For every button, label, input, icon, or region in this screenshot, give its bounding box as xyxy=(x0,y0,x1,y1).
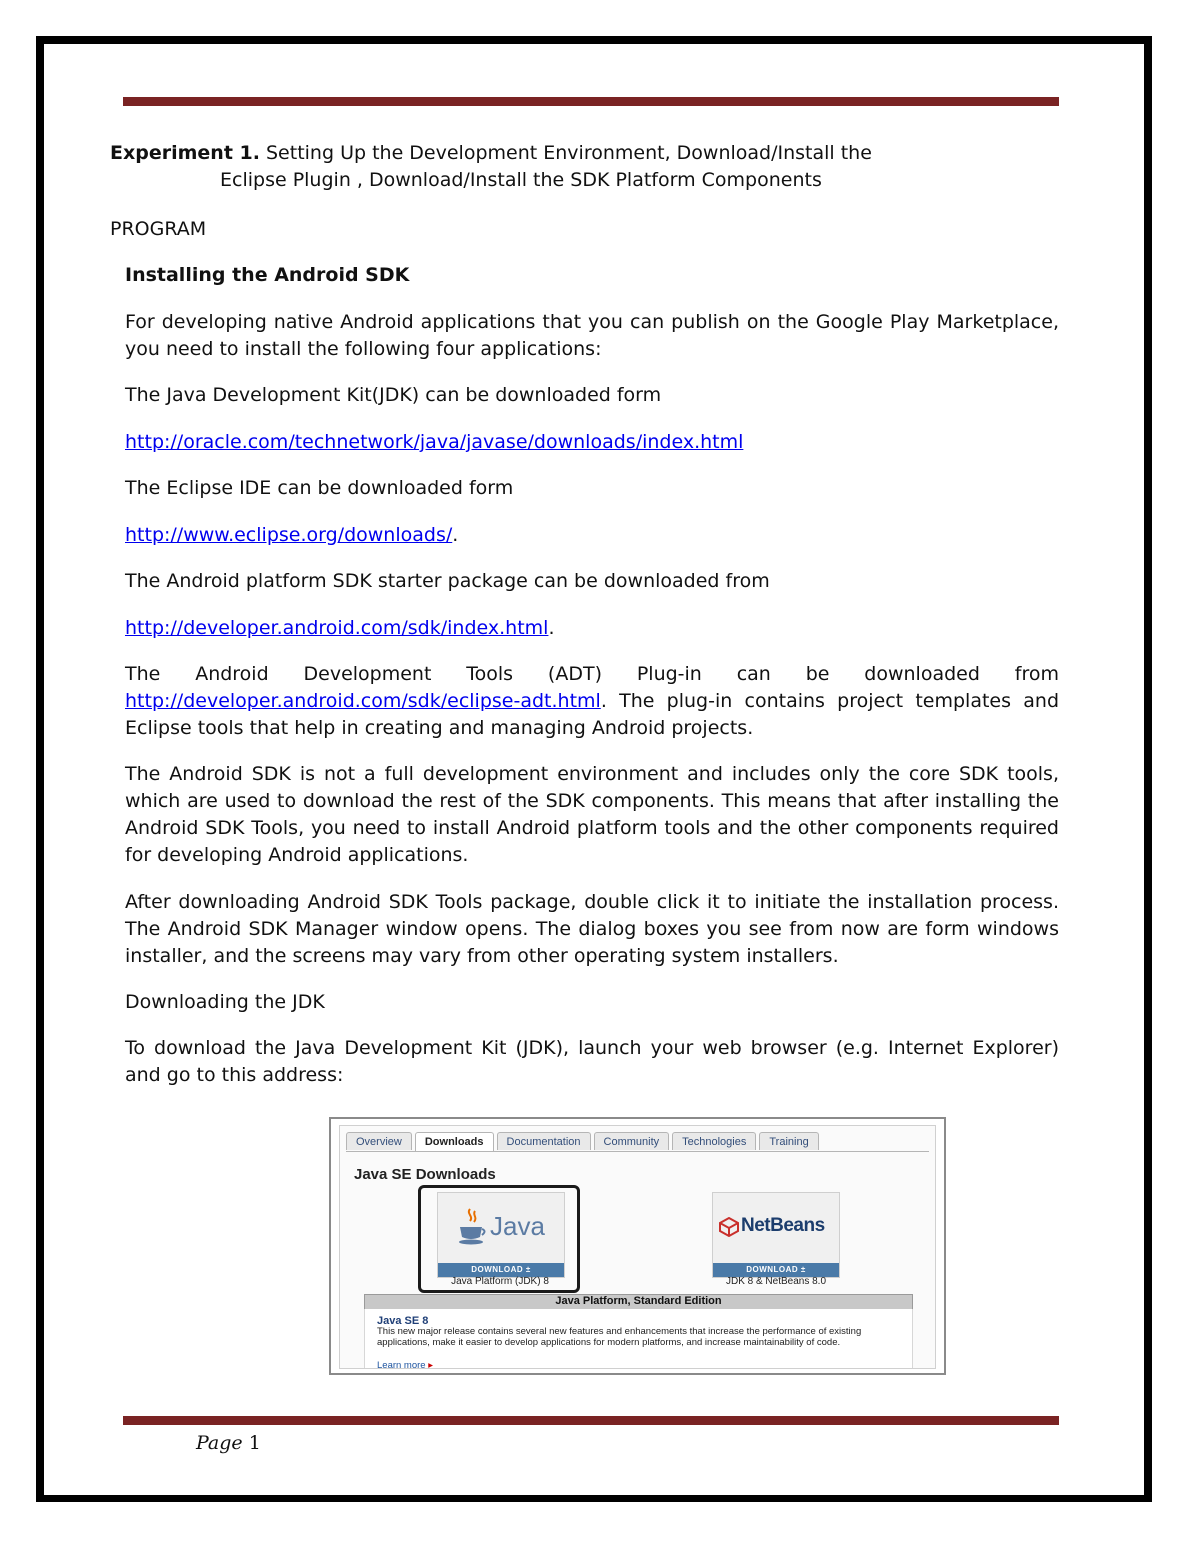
sdk-link[interactable]: http://developer.android.com/sdk/index.html xyxy=(125,617,549,639)
tab-training[interactable]: Training xyxy=(759,1132,818,1150)
eclipse-text: The Eclipse IDE can be downloaded form xyxy=(125,477,514,499)
netbeans-download-button[interactable]: DOWNLOAD ± xyxy=(713,1263,839,1277)
program-body: Installing the Android SDK For developing native Android applications that you can publish on the Google Play Marketplace, you need to install the following four applications: The Java Development Kit(JDK) can be downloaded form http://oracle.com/technetwork/java/javase/downloads/index.html The Eclipse IDE can be downloaded form http://www.eclipse.org/downloads/. The Android platform SDK starter package can be downloaded from http://developer.android.com/sdk/index.html. The Android Development Tools (ADT) Plug-in can be downloaded from http://developer.android.com/sdk/eclipse-adt.html. The plug-in contains project templates and Eclipse tools that help in creating and managing Android projects. The Android SDK is not a full development environment and includes only the core SDK tools, which are used to download the rest of the SDK components. This means that after installing the Android SDK Tools, you need to install Android platform tools and the other components required for developing Android applications. After downloading Android SDK Tools package, double click it to initiate the installation process. The Android SDK Manager window opens. The dialog boxes you see from now are form windows installer, and the screens may vary from other operating system installers. Downloading the JDK To download the Java Development Kit (JDK), launch your web browser (e.g. Internet Explorer) and go to this address: xyxy=(125,262,1059,1089)
screenshot-tabs xyxy=(346,1132,819,1152)
document-body xyxy=(110,140,1060,1089)
jdk-link[interactable]: http://oracle.com/technetwork/java/javase/downloads/index.html xyxy=(125,431,744,453)
after-download-paragraph: After downloading Android SDK Tools package, double click it to initiate the installation process. The Android SDK Manager window opens. The dialog boxes you see from now are form windows installer, and the screens may vary from other operating system installers. xyxy=(125,891,1059,967)
adt-link[interactable]: http://developer.android.com/sdk/eclipse-adt.html xyxy=(125,690,601,712)
sdk-note-paragraph: The Android SDK is not a full development environment and includes only the core SDK tools, which are used to download the rest of the SDK components. This means that after installing the Android SDK Tools, you need to install Android platform tools and the other components required for developing Android applications. xyxy=(125,763,1059,866)
page-label: Page xyxy=(196,1432,243,1454)
experiment-title-line2: Eclipse Plugin , Download/Install the SDK Platform Components xyxy=(220,169,822,191)
netbeans-cube-icon xyxy=(719,1217,739,1237)
program-heading: PROGRAM xyxy=(110,218,207,240)
page-number-footer xyxy=(196,1432,261,1454)
java-download-button[interactable]: DOWNLOAD ± xyxy=(438,1263,564,1277)
downloading-jdk-heading: Downloading the JDK xyxy=(125,991,325,1013)
java-cup-icon xyxy=(456,1207,488,1247)
adt-text-end: . The plug-in contains project templates and Eclipse tools that help in creating and managing Android projects. xyxy=(125,690,1059,739)
standard-edition-bar: Java Platform, Standard Edition xyxy=(364,1294,913,1310)
netbeans-caption: JDK 8 & NetBeans 8.0 xyxy=(725,1276,827,1287)
tab-community[interactable]: Community xyxy=(594,1132,670,1150)
screenshot-inner xyxy=(339,1125,936,1369)
experiment-title-text: Setting Up the Development Environment, Download/Install the xyxy=(266,142,872,164)
tab-overview[interactable]: Overview xyxy=(346,1132,412,1150)
learn-more-link[interactable] xyxy=(377,1360,433,1371)
java-se8-panel xyxy=(364,1309,913,1371)
tab-underline xyxy=(346,1151,929,1152)
section-heading: Installing the Android SDK xyxy=(125,264,410,286)
java-downloads-screenshot xyxy=(329,1117,946,1375)
tab-downloads[interactable]: Downloads xyxy=(415,1132,494,1152)
eclipse-link[interactable]: http://www.eclipse.org/downloads/ xyxy=(125,524,453,546)
to-download-paragraph: To download the Java Development Kit (JDK), launch your web browser (e.g. Internet Explorer) and go to this address: xyxy=(125,1037,1059,1086)
java-caption: Java Platform (JDK) 8 xyxy=(451,1276,549,1287)
java-se-downloads-title: Java SE Downloads xyxy=(354,1166,496,1183)
experiment-title-line1 xyxy=(110,140,1060,167)
experiment-label: Experiment 1. xyxy=(110,142,260,164)
arrow-right-icon: ▸ xyxy=(428,1360,434,1371)
jdk-text: The Java Development Kit(JDK) can be downloaded form xyxy=(125,384,662,406)
page-number: 1 xyxy=(248,1432,261,1454)
footer-rule xyxy=(123,1416,1059,1425)
adt-text-start: The Android Development Tools (ADT) Plug-in can be downloaded from xyxy=(125,663,1059,685)
tab-technologies[interactable]: Technologies xyxy=(672,1132,756,1150)
header-rule xyxy=(123,97,1059,106)
tab-documentation[interactable]: Documentation xyxy=(497,1132,591,1150)
adt-paragraph xyxy=(125,688,1059,742)
java-logo-text: Java xyxy=(490,1211,545,1241)
learn-more-text: Learn more xyxy=(377,1360,426,1371)
sdk-text: The Android platform SDK starter package can be downloaded from xyxy=(125,570,770,592)
netbeans-logo-text: NetBeans xyxy=(741,1215,825,1236)
java-se8-title[interactable]: Java SE 8 xyxy=(377,1315,429,1327)
java-download-card[interactable] xyxy=(437,1192,565,1278)
java-se8-description: This new major release contains several new features and enhancements that increase the performance of existing applications, make it easier to develop applications for modern platforms, and increase maintainability of code. xyxy=(377,1326,862,1348)
intro-paragraph: For developing native Android applications that you can publish on the Google Play Marketplace, you need to install the following four applications: xyxy=(125,311,1059,360)
netbeans-download-card[interactable] xyxy=(712,1192,840,1278)
